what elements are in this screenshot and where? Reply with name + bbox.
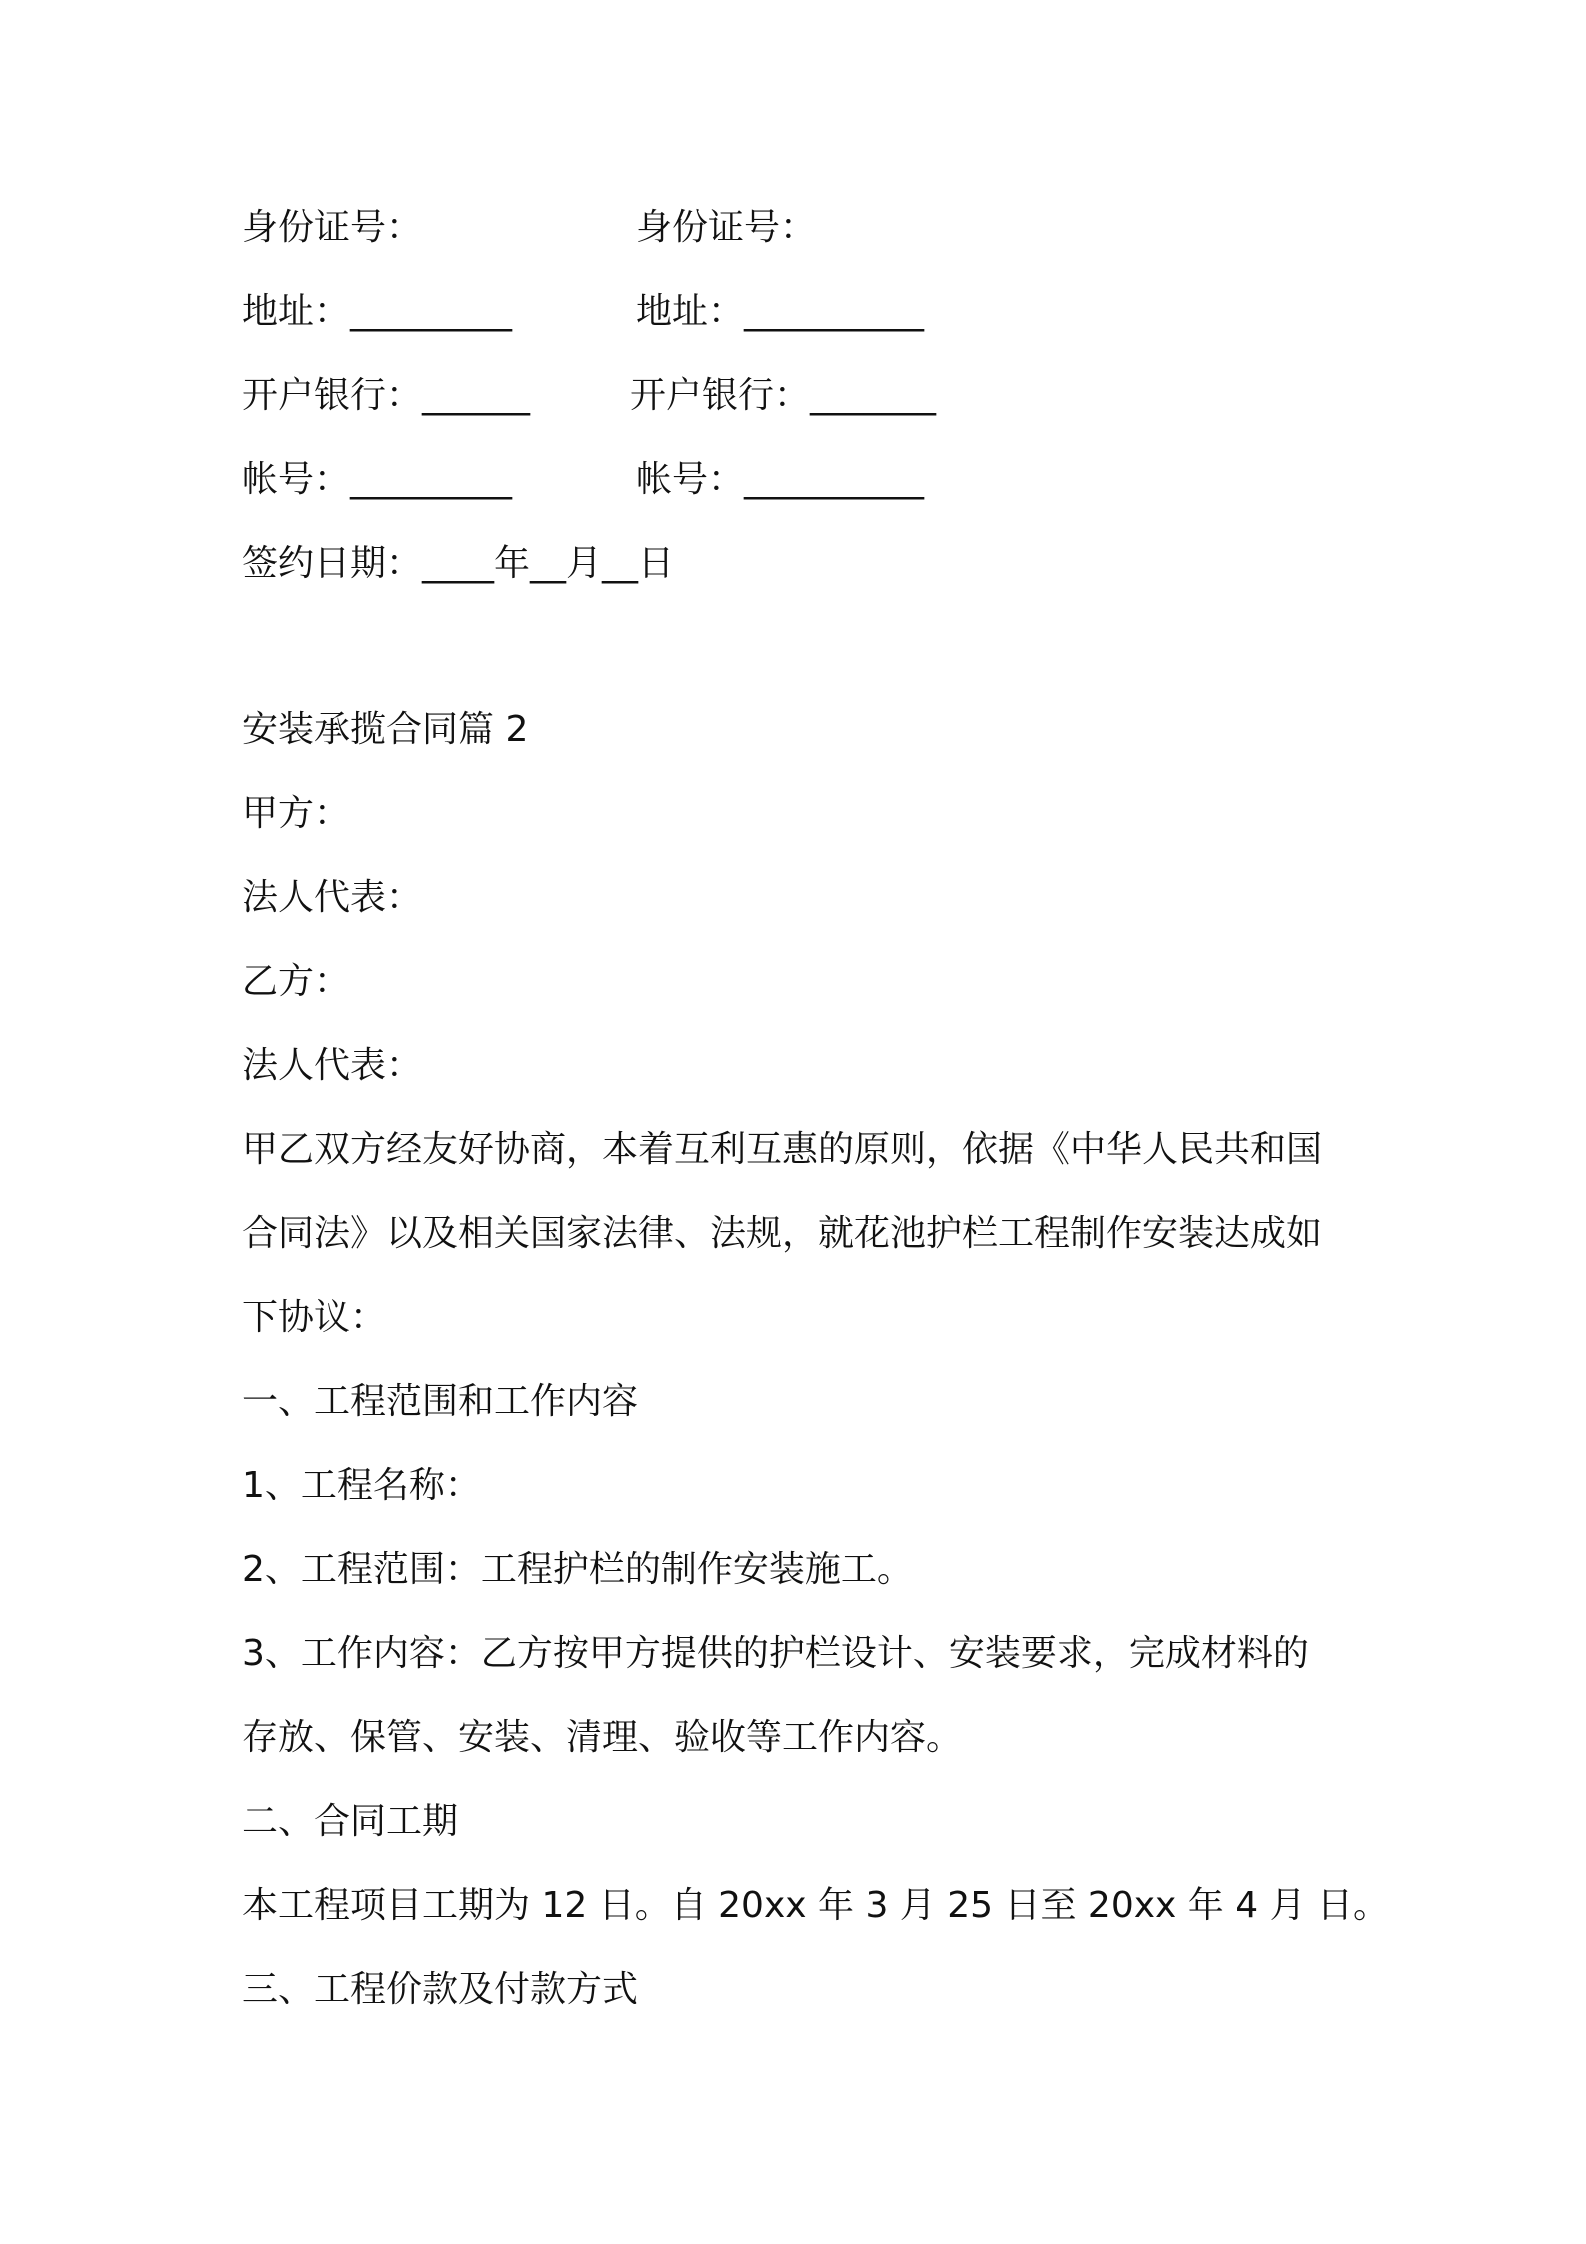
section-heading-1: 一、工程范围和工作内容: [242, 1381, 639, 1422]
party-a-label: 甲方：: [242, 793, 351, 834]
intro-paragraph-line-3: 下协议：: [242, 1297, 387, 1338]
project-period-text: 本工程项目工期为 12 日。自 20xx 年 3 月 25 日至 20xx 年 4 月 日。: [242, 1885, 1390, 1926]
id-number-label-party-b: 身份证号：: [636, 207, 817, 248]
intro-paragraph-line-2: 合同法》以及相关国家法律、法规，就花池护栏工程制作安装达成如: [242, 1213, 1323, 1254]
item-project-scope: 2、工程范围：工程护栏的制作安装施工。: [242, 1549, 913, 1590]
account-field-party-a: 帐号：_________: [242, 459, 513, 500]
party-b-label: 乙方：: [242, 961, 351, 1002]
intro-paragraph-line-1: 甲乙双方经友好协商，本着互利互惠的原则，依据《中华人民共和国: [242, 1129, 1323, 1170]
contract-title: 安装承揽合同篇 2: [242, 709, 529, 750]
item-project-name: 1、工程名称：: [242, 1465, 481, 1506]
address-field-party-a: 地址：_________: [242, 291, 513, 332]
legal-rep-b-label: 法人代表：: [242, 1045, 423, 1086]
item-work-content-line-1: 3、工作内容：乙方按甲方提供的护栏设计、安装要求，完成材料的: [242, 1633, 1309, 1674]
section-heading-2: 二、合同工期: [242, 1801, 459, 1842]
item-work-content-line-2: 存放、保管、安装、清理、验收等工作内容。: [242, 1717, 963, 1758]
account-field-party-b: 帐号：__________: [636, 459, 925, 500]
address-field-party-b: 地址：__________: [636, 291, 925, 332]
bank-field-party-a: 开户银行：______: [242, 375, 531, 416]
bank-field-party-b: 开户银行：_______: [630, 375, 937, 416]
id-number-label-party-a: 身份证号：: [242, 207, 423, 248]
legal-rep-a-label: 法人代表：: [242, 877, 423, 918]
section-heading-3: 三、工程价款及付款方式: [242, 1969, 639, 2010]
signing-date-field: 签约日期：____年__月__日: [242, 543, 675, 584]
